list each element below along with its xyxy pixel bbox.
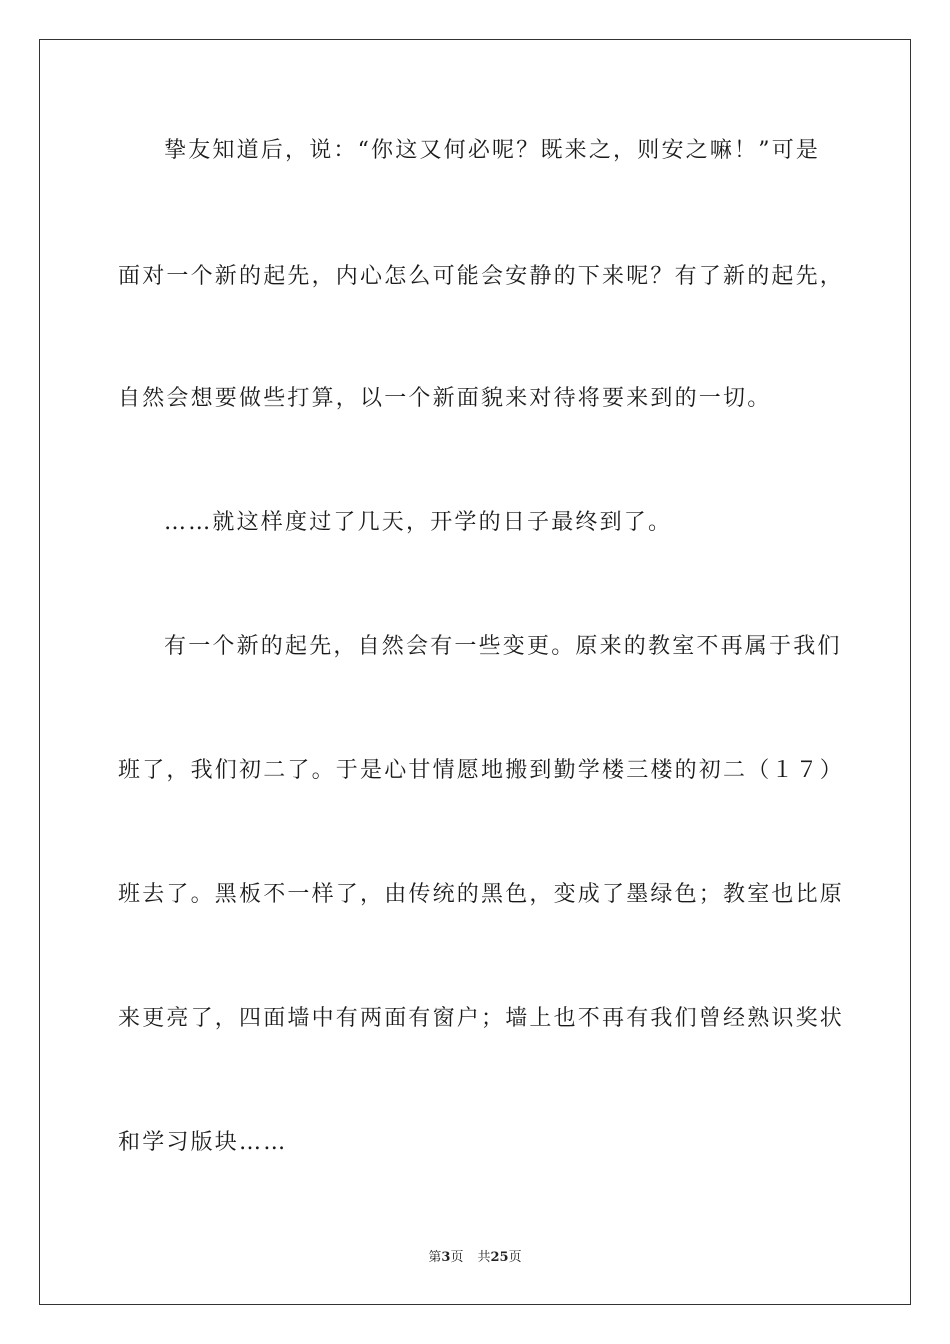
total-pages: 25 — [490, 1250, 509, 1265]
paragraph-2-line-1: ……就这样度过了几天，开学的日子最终到了。 — [164, 510, 673, 535]
total-suffix: 页 — [508, 1250, 522, 1265]
page-border — [39, 39, 911, 1305]
paragraph-3-line-5: 和学习版块…… — [118, 1130, 288, 1155]
page-footer — [0, 1246, 950, 1265]
paragraph-1-line-2: 面对一个新的起先，内心怎么可能会安静的下来呢？有了新的起先， — [118, 264, 845, 289]
page-number: 3 — [441, 1250, 451, 1265]
paragraph-3-line-3: 班去了。黑板不一样了，由传统的黑色，变成了墨绿色；教室也比原 — [118, 882, 845, 907]
page-suffix: 页 — [450, 1250, 464, 1265]
paragraph-1-line-3: 自然会想要做些打算，以一个新面貌来对待将要来到的一切。 — [118, 386, 772, 411]
paragraph-3-line-2: 班了，我们初二了。于是心甘情愿地搬到勤学楼三楼的初二（１７） — [118, 758, 845, 783]
paragraph-3-line-1: 有一个新的起先，自然会有一些变更。原来的教室不再属于我们 — [164, 634, 842, 659]
paragraph-1-line-1: 挚友知道后，说：“你这又何必呢？既来之，则安之嘛！”可是 — [164, 138, 821, 163]
paragraph-3-line-4: 来更亮了，四面墙中有两面有窗户；墙上也不再有我们曾经熟识奖状 — [118, 1006, 845, 1031]
total-prefix: 共 — [477, 1250, 491, 1265]
page-prefix: 第 — [428, 1250, 442, 1265]
